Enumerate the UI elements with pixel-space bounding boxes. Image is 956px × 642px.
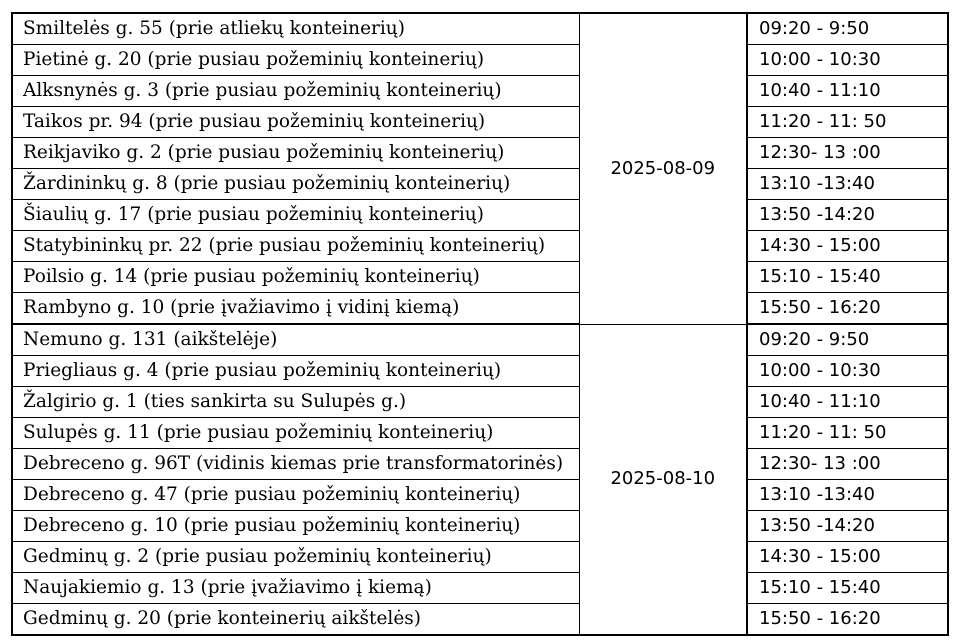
- time-cell: 15:50 - 16:20: [747, 604, 948, 636]
- table-row: [12, 573, 948, 604]
- table-row: [12, 13, 948, 45]
- time-cell: 10:00 - 10:30: [747, 356, 948, 387]
- time-cell: 13:50 -14:20: [747, 200, 948, 231]
- table-row: [12, 542, 948, 573]
- time-cell: 10:40 - 11:10: [747, 387, 948, 418]
- time-cell: 09:20 - 9:50: [747, 324, 948, 356]
- table-row: [12, 293, 948, 325]
- table-row: [12, 138, 948, 169]
- location-cell: Debreceno g. 96T (vidinis kiemas prie transformatorinės): [12, 449, 579, 480]
- table-row: [12, 356, 948, 387]
- table-row: [12, 418, 948, 449]
- location-cell: Statybininkų pr. 22 (prie pusiau požeminių konteinerių): [12, 231, 579, 262]
- time-cell: 11:20 - 11: 50: [747, 418, 948, 449]
- location-cell: Debreceno g. 47 (prie pusiau požeminių konteinerių): [12, 480, 579, 511]
- time-cell: 15:50 - 16:20: [747, 293, 948, 325]
- table-row: [12, 231, 948, 262]
- table-row: [12, 169, 948, 200]
- location-cell: Debreceno g. 10 (prie pusiau požeminių konteinerių): [12, 511, 579, 542]
- location-cell: Žardininkų g. 8 (prie pusiau požeminių konteinerių): [12, 169, 579, 200]
- time-cell: 13:10 -13:40: [747, 480, 948, 511]
- schedule-table-body: [12, 13, 948, 635]
- location-cell: Nemuno g. 131 (aikštelėje): [12, 324, 579, 356]
- time-cell: 13:50 -14:20: [747, 511, 948, 542]
- table-row: [12, 262, 948, 293]
- table-row: [12, 107, 948, 138]
- date-cell: 2025-08-10: [579, 324, 747, 635]
- location-cell: Šiaulių g. 17 (prie pusiau požeminių konteinerių): [12, 200, 579, 231]
- time-cell: 10:40 - 11:10: [747, 76, 948, 107]
- time-cell: 14:30 - 15:00: [747, 231, 948, 262]
- time-cell: 14:30 - 15:00: [747, 542, 948, 573]
- location-cell: Smiltelės g. 55 (prie atliekų konteinerių): [12, 13, 579, 45]
- date-cell: 2025-08-09: [579, 13, 747, 324]
- location-cell: Poilsio g. 14 (prie pusiau požeminių konteinerių): [12, 262, 579, 293]
- location-cell: Priegliaus g. 4 (prie pusiau požeminių konteinerių): [12, 356, 579, 387]
- table-row: [12, 449, 948, 480]
- table-row: [12, 76, 948, 107]
- time-cell: 15:10 - 15:40: [747, 573, 948, 604]
- time-cell: 11:20 - 11: 50: [747, 107, 948, 138]
- table-row: [12, 200, 948, 231]
- table-row: [12, 480, 948, 511]
- location-cell: Pietinė g. 20 (prie pusiau požeminių konteinerių): [12, 45, 579, 76]
- table-row: [12, 45, 948, 76]
- table-row: [12, 511, 948, 542]
- location-cell: Reikjaviko g. 2 (prie pusiau požeminių konteinerių): [12, 138, 579, 169]
- location-cell: Rambyno g. 10 (prie įvažiavimo į vidinį kiemą): [12, 293, 579, 325]
- time-cell: 12:30- 13 :00: [747, 138, 948, 169]
- location-cell: Žalgirio g. 1 (ties sankirta su Sulupės g.): [12, 387, 579, 418]
- location-cell: Sulupės g. 11 (prie pusiau požeminių konteinerių): [12, 418, 579, 449]
- location-cell: Alksnynės g. 3 (prie pusiau požeminių konteinerių): [12, 76, 579, 107]
- table-row: [12, 387, 948, 418]
- time-cell: 09:20 - 9:50: [747, 13, 948, 45]
- time-cell: 12:30- 13 :00: [747, 449, 948, 480]
- location-cell: Gedminų g. 20 (prie konteinerių aikštelės): [12, 604, 579, 636]
- location-cell: Taikos pr. 94 (prie pusiau požeminių konteinerių): [12, 107, 579, 138]
- location-cell: Naujakiemio g. 13 (prie įvažiavimo į kiemą): [12, 573, 579, 604]
- time-cell: 13:10 -13:40: [747, 169, 948, 200]
- location-cell: Gedminų g. 2 (prie pusiau požeminių konteinerių): [12, 542, 579, 573]
- time-cell: 10:00 - 10:30: [747, 45, 948, 76]
- table-row: [12, 604, 948, 636]
- table-row: [12, 324, 948, 356]
- schedule-table: [11, 12, 949, 636]
- time-cell: 15:10 - 15:40: [747, 262, 948, 293]
